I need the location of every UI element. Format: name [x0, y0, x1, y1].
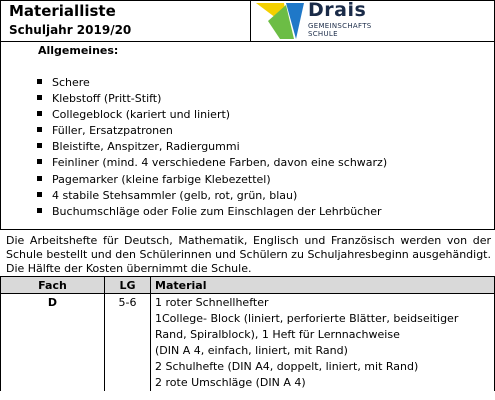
list-item: [37, 123, 387, 139]
list-item-text: Füller, Ersatzpatronen: [52, 124, 173, 138]
cell-material: [151, 294, 495, 392]
bullet-icon: [37, 127, 42, 132]
list-item: [37, 91, 387, 107]
bullet-icon: [37, 79, 42, 84]
list-item-text: Klebstoff (Pritt-Stift): [52, 92, 162, 106]
cell-subject: D: [1, 294, 105, 392]
list-item-text: Pagemarker (kleine farbige Klebezettel): [52, 172, 271, 186]
bullet-icon: [37, 111, 42, 116]
bullet-icon: [37, 192, 42, 197]
bullet-icon: [37, 208, 42, 213]
material-line: Rand, Spiralblock), 1 Heft für Lernnachweise: [155, 328, 400, 341]
material-line: 2 Schulhefte (DIN A4, doppelt, liniert, mit Rand): [155, 360, 419, 373]
material-line: 2 rote Umschläge (DIN A 4): [155, 376, 306, 389]
intro-paragraph: Die Arbeitshefte für Deutsch, Mathematik, Englisch und Französisch werden von der Schule bestellt und den Schülerinnen und Schülern zu Schuljahresbeginn ausgehändigt. Die Hälfte der Kosten übernimmt die Schule.: [6, 234, 491, 275]
header-grade: LG: [105, 277, 151, 294]
list-item: [37, 188, 387, 204]
table-body: [1, 294, 495, 392]
table-row: [1, 294, 495, 392]
table-header-row: [1, 277, 495, 294]
bullet-icon: [37, 95, 42, 100]
header-logo-cell: [250, 0, 495, 42]
bullet-icon: [37, 143, 42, 148]
material-line: 1College- Block (liniert, perforierte Blätter, beidseitiger: [155, 312, 459, 325]
list-item-text: Collegeblock (kariert und liniert): [52, 108, 231, 122]
header-title-cell: [0, 0, 250, 42]
list-item: [37, 155, 387, 171]
list-item-text: Buchumschläge oder Folie zum Einschlagen der Lehrbücher: [52, 204, 382, 218]
bullet-icon: [37, 176, 42, 181]
general-items-list: [37, 75, 387, 220]
list-item: [37, 204, 387, 220]
general-section: [0, 41, 495, 230]
material-line: (DIN A 4, einfach, liniert, mit Rand): [155, 344, 348, 357]
logo-mark-icon: [254, 1, 306, 41]
general-heading: Allgemeines:: [38, 44, 119, 57]
document-title: Materialliste: [9, 2, 116, 20]
logo-line-1: GEMEINSCHAFTS: [308, 22, 372, 30]
header-material: Material: [151, 277, 495, 294]
logo-name: Drais: [308, 0, 367, 21]
material-line: 1 roter Schnellhefter: [155, 296, 269, 309]
list-item: [37, 172, 387, 188]
list-item: [37, 75, 387, 91]
header-subject: Fach: [1, 277, 105, 294]
list-item-text: Feinliner (mind. 4 verschiedene Farben, davon eine schwarz): [52, 156, 388, 170]
list-item-text: 4 stabile Stehsammler (gelb, rot, grün, blau): [52, 188, 298, 202]
material-table: [0, 276, 495, 391]
bullet-icon: [37, 159, 42, 164]
school-year: Schuljahr 2019/20: [9, 23, 132, 37]
list-item-text: Schere: [52, 76, 90, 89]
list-item: [37, 107, 387, 123]
school-logo: [254, 1, 494, 41]
list-item: [37, 139, 387, 155]
cell-grade: 5-6: [105, 294, 151, 392]
list-item-text: Bleistifte, Anspitzer, Radiergummi: [52, 140, 240, 154]
logo-line-2: SCHULE: [308, 30, 338, 38]
